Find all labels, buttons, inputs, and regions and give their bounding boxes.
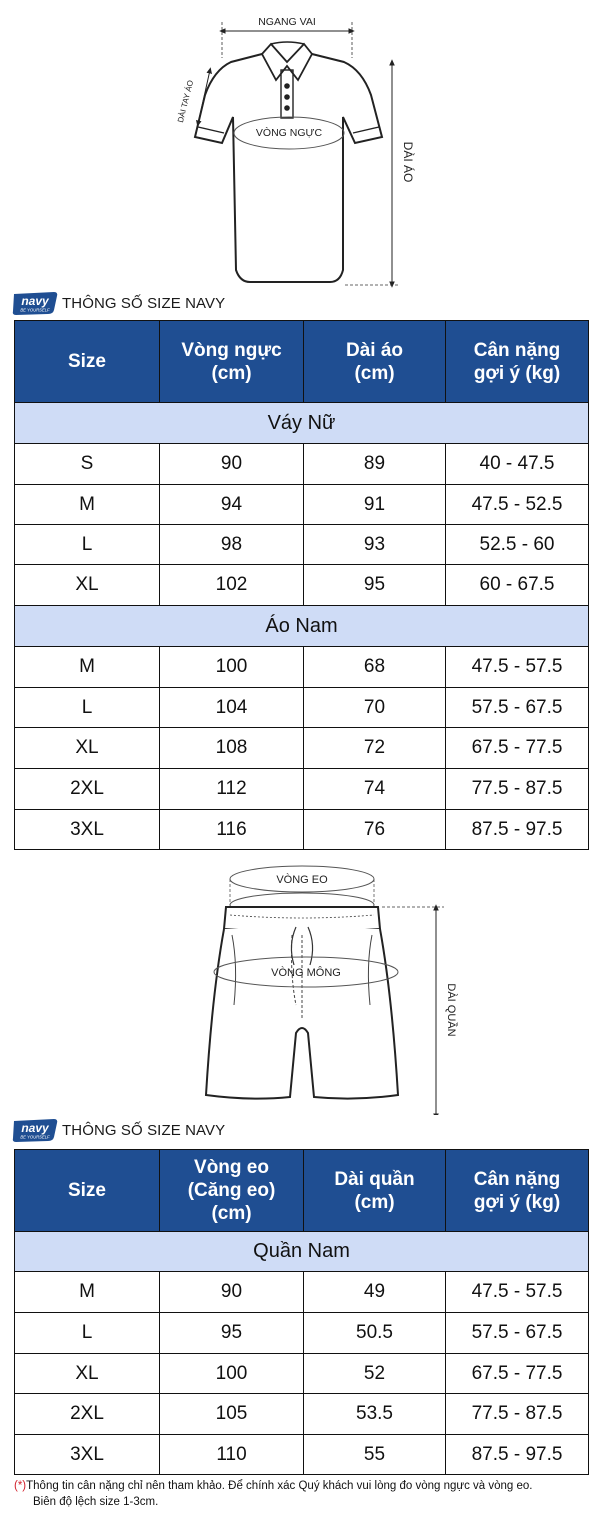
size-cell: M xyxy=(15,1272,160,1313)
length-cell: 52 xyxy=(304,1354,446,1394)
size-cell: S xyxy=(15,444,160,485)
footnote-text-2: Biên độ lệch size 1-3cm. xyxy=(33,1496,159,1508)
size-cell: M xyxy=(15,647,160,688)
hip-label: VÒNG MÔNG xyxy=(271,967,341,979)
shirt-size-table xyxy=(14,320,589,850)
size-cell: L xyxy=(15,1313,160,1354)
length-cell: 91 xyxy=(304,485,446,525)
weight-cell: 47.5 - 52.5 xyxy=(446,485,589,525)
size-cell: M xyxy=(15,485,160,525)
size-cell: 2XL xyxy=(15,1394,160,1435)
logo-wordmark: navy xyxy=(21,294,49,308)
col-header-shorts-length: Dài quần (cm) xyxy=(304,1150,446,1232)
col-header-size: Size xyxy=(15,321,160,403)
shirt-illustration xyxy=(0,0,600,290)
table-row xyxy=(15,728,589,769)
length-cell: 49 xyxy=(304,1272,446,1313)
col-header-size: Size xyxy=(15,1150,160,1232)
shirt-table-header xyxy=(15,321,589,403)
navy-logo xyxy=(12,290,60,316)
shirt-section-heading: THÔNG SỐ SIZE NAVY xyxy=(62,294,226,312)
logo-tagline: BE YOURSELF xyxy=(20,1134,50,1140)
col-header-waist: Vòng eo (Căng eo) (cm) xyxy=(160,1150,304,1232)
waist-cell: 90 xyxy=(160,1272,304,1313)
weight-cell: 87.5 - 97.5 xyxy=(446,810,589,850)
size-cell: 2XL xyxy=(15,769,160,810)
footnote-text-1: Thông tin cân nặng chỉ nên tham khảo. Để chính xác Quý khách vui lòng đo vòng ngực và vòng eo. xyxy=(26,1480,533,1492)
shirt-brand-heading xyxy=(12,288,225,318)
shorts-brand-heading xyxy=(12,1115,225,1145)
footnote-line-1 xyxy=(14,1478,594,1494)
weight-cell: 87.5 - 97.5 xyxy=(446,1435,589,1475)
waist-cell: 95 xyxy=(160,1313,304,1354)
length-cell: 55 xyxy=(304,1435,446,1475)
section-title-dress: Váy Nữ xyxy=(15,403,589,444)
weight-cell: 40 - 47.5 xyxy=(446,444,589,485)
size-cell: 3XL xyxy=(15,1435,160,1475)
length-cell: 93 xyxy=(304,525,446,565)
waist-cell: 100 xyxy=(160,1354,304,1394)
chest-cell: 94 xyxy=(160,485,304,525)
chest-label: VÒNG NGỰC xyxy=(255,127,323,139)
table-row xyxy=(15,1394,589,1435)
waist-label: VÒNG EO xyxy=(276,874,328,886)
table-row xyxy=(15,1435,589,1475)
weight-cell: 60 - 67.5 xyxy=(446,565,589,606)
weight-cell: 67.5 - 77.5 xyxy=(446,728,589,769)
footnote-mark: (*) xyxy=(14,1480,27,1492)
chest-cell: 116 xyxy=(160,810,304,850)
chest-cell: 108 xyxy=(160,728,304,769)
shorts-illustration xyxy=(0,855,600,1115)
table-row xyxy=(15,1354,589,1394)
section-row xyxy=(15,606,589,647)
logo-tagline: BE YOURSELF xyxy=(20,307,50,313)
length-cell: 74 xyxy=(304,769,446,810)
chest-cell: 98 xyxy=(160,525,304,565)
size-cell: L xyxy=(15,525,160,565)
size-cell: XL xyxy=(15,1354,160,1394)
weight-cell: 47.5 - 57.5 xyxy=(446,1272,589,1313)
size-cell: XL xyxy=(15,565,160,606)
table-row xyxy=(15,647,589,688)
table-row xyxy=(15,565,589,606)
waist-cell: 105 xyxy=(160,1394,304,1435)
col-header-weight: Cân nặng gợi ý (kg) xyxy=(446,321,589,403)
shirt-length-label: DÀI ÁO xyxy=(401,141,415,183)
size-cell: XL xyxy=(15,728,160,769)
shorts-diagram xyxy=(0,855,600,1115)
col-header-shirt-length: Dài áo (cm) xyxy=(304,321,446,403)
section-title-men-shirt: Áo Nam xyxy=(15,606,589,647)
chest-cell: 112 xyxy=(160,769,304,810)
table-row xyxy=(15,444,589,485)
navy-logo xyxy=(12,1117,60,1143)
weight-cell: 57.5 - 67.5 xyxy=(446,688,589,728)
chest-cell: 104 xyxy=(160,688,304,728)
section-title-men-shorts: Quần Nam xyxy=(15,1232,589,1272)
length-cell: 70 xyxy=(304,688,446,728)
length-cell: 89 xyxy=(304,444,446,485)
weight-cell: 57.5 - 67.5 xyxy=(446,1313,589,1354)
weight-cell: 77.5 - 87.5 xyxy=(446,1394,589,1435)
length-cell: 53.5 xyxy=(304,1394,446,1435)
col-header-weight: Cân nặng gợi ý (kg) xyxy=(446,1150,589,1232)
waist-cell: 110 xyxy=(160,1435,304,1475)
table-row xyxy=(15,1313,589,1354)
shorts-section-heading: THÔNG SỐ SIZE NAVY xyxy=(62,1121,226,1139)
section-row xyxy=(15,1232,589,1272)
footnote xyxy=(14,1478,594,1510)
chest-cell: 100 xyxy=(160,647,304,688)
length-cell: 68 xyxy=(304,647,446,688)
table-row xyxy=(15,810,589,850)
weight-cell: 77.5 - 87.5 xyxy=(446,769,589,810)
logo-wordmark: navy xyxy=(21,1121,49,1135)
shoulder-label: NGANG VAI xyxy=(258,16,316,28)
chest-cell: 90 xyxy=(160,444,304,485)
shorts-size-table xyxy=(14,1149,589,1475)
sleeve-label: DÀI TAY ÁO xyxy=(175,79,196,124)
table-row xyxy=(15,769,589,810)
table-row xyxy=(15,525,589,565)
length-cell: 76 xyxy=(304,810,446,850)
table-row xyxy=(15,1272,589,1313)
size-cell: L xyxy=(15,688,160,728)
size-cell: 3XL xyxy=(15,810,160,850)
weight-cell: 47.5 - 57.5 xyxy=(446,647,589,688)
section-row xyxy=(15,403,589,444)
length-cell: 50.5 xyxy=(304,1313,446,1354)
table-row xyxy=(15,485,589,525)
col-header-chest: Vòng ngực (cm) xyxy=(160,321,304,403)
shorts-table-header xyxy=(15,1150,589,1232)
shorts-length-label: DÀI QUẦN xyxy=(445,983,457,1037)
table-row xyxy=(15,688,589,728)
weight-cell: 52.5 - 60 xyxy=(446,525,589,565)
length-cell: 95 xyxy=(304,565,446,606)
weight-cell: 67.5 - 77.5 xyxy=(446,1354,589,1394)
shirt-diagram xyxy=(0,0,600,290)
length-cell: 72 xyxy=(304,728,446,769)
chest-cell: 102 xyxy=(160,565,304,606)
